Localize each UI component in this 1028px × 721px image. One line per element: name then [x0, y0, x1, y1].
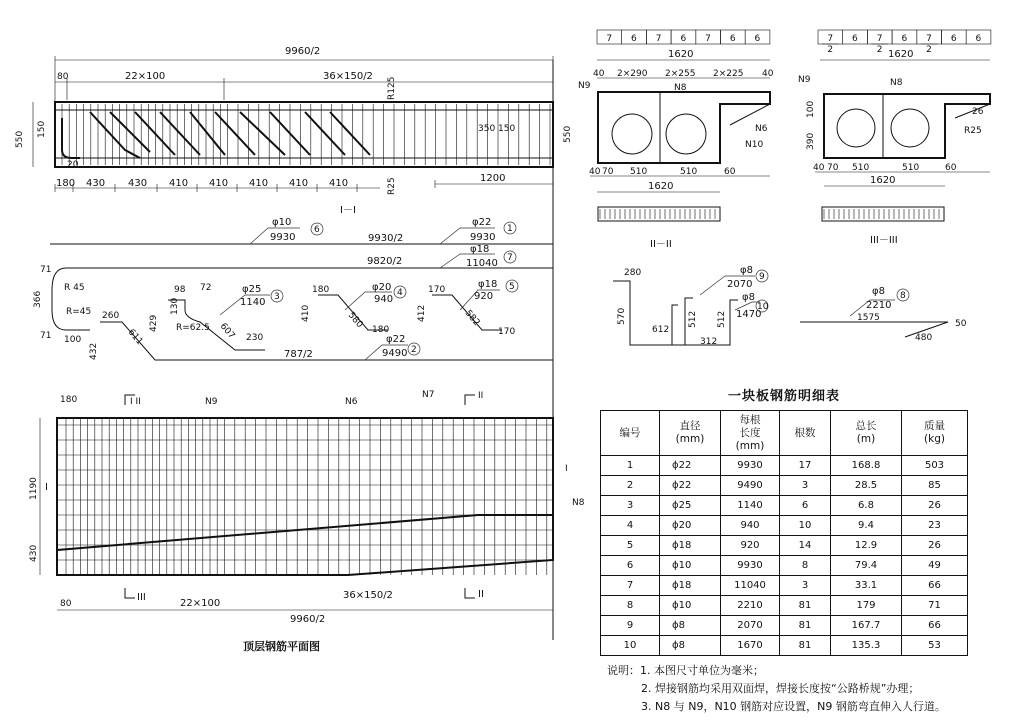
- bottom-rebar-strip: [600, 209, 720, 219]
- cell: 9.4: [831, 516, 902, 536]
- seg-80: 80: [57, 72, 69, 82]
- b8-1575: 1575: [857, 313, 880, 323]
- cell: 53: [902, 636, 968, 656]
- b3-num: 3: [274, 292, 280, 302]
- h-20: 20: [67, 160, 79, 170]
- cell: 9490: [721, 476, 780, 496]
- cell: 2070: [721, 616, 780, 636]
- cell: ϕ10: [660, 596, 721, 616]
- b4-dia: φ20: [372, 282, 392, 293]
- b6-len: 9930: [270, 232, 296, 243]
- b3-r625: R=62.5: [176, 323, 210, 333]
- p-22x100: 22×100: [180, 598, 221, 609]
- mk-1: I II: [130, 397, 141, 407]
- mk-n8: N8: [572, 498, 585, 508]
- table-row: [601, 596, 968, 616]
- b3-230: 230: [246, 333, 264, 343]
- d2x225: 2×225: [713, 69, 744, 79]
- b5-170b: 170: [498, 327, 516, 337]
- b2-dim: 787/2: [284, 349, 313, 360]
- b7-dim: 9820/2: [367, 256, 403, 267]
- p-36x150: 36×150/2: [343, 590, 393, 601]
- table-title: 一块板钢筋明细表: [727, 389, 840, 404]
- b5-num: 5: [509, 282, 515, 292]
- bar-shapes: [33, 217, 553, 360]
- cell: ϕ8: [660, 616, 721, 636]
- lbl-n8: N8: [890, 78, 903, 88]
- d40a: 40: [593, 69, 605, 79]
- cell: 940: [721, 516, 780, 536]
- top-rebar-plan: [29, 390, 585, 653]
- top-cells: [597, 30, 770, 44]
- bw-1620: 1620: [870, 175, 896, 186]
- d26: 26: [972, 107, 984, 117]
- b7-len: 11040: [466, 258, 498, 269]
- cell: 49: [902, 556, 968, 576]
- b8-dia: φ8: [872, 286, 885, 297]
- cell: 135.3: [831, 636, 902, 656]
- hdr-mass: 质量 (kg): [902, 411, 968, 456]
- lbl-ii: II: [478, 589, 484, 600]
- cell: ϕ22: [660, 476, 721, 496]
- r25: R25: [387, 177, 397, 195]
- cell-value: 7: [606, 34, 613, 44]
- d40b: 40: [762, 69, 774, 79]
- cell: 920: [721, 536, 780, 556]
- section-3-3: [798, 30, 991, 246]
- cell: 28.5: [831, 476, 902, 496]
- b3-98: 98: [174, 285, 186, 295]
- cell: ϕ20: [660, 516, 721, 536]
- table-row: [601, 616, 968, 636]
- d100: 100: [806, 100, 816, 118]
- w-1620: 1620: [888, 49, 914, 60]
- cell: 1140: [721, 496, 780, 516]
- cell-value: 6: [754, 34, 761, 44]
- b10-num: 10: [757, 302, 769, 312]
- lbl-iii: III: [137, 592, 146, 603]
- b8-num: 8: [900, 291, 906, 301]
- b1-len: 9930: [470, 232, 496, 243]
- b9-612: 612: [652, 325, 670, 335]
- table-row: [601, 516, 968, 536]
- bottom-dim-label: 410: [249, 178, 269, 189]
- cell: 9930: [721, 456, 780, 476]
- note-1: 说明：1. 本图尺寸单位为毫米；: [607, 664, 764, 677]
- p-80: 80: [60, 599, 72, 609]
- cell-value: 7: [926, 34, 932, 44]
- b7-71a: 71: [40, 265, 52, 275]
- b2-dia: φ22: [386, 334, 406, 345]
- bottom-dim-label: 430: [86, 178, 106, 189]
- bent-bars: [62, 112, 370, 158]
- hdr-dia: 直径 (mm): [660, 411, 721, 456]
- mk-n9: N9: [205, 397, 218, 407]
- b60: 60: [945, 163, 957, 173]
- cell-value: 6: [631, 34, 637, 44]
- cell: 12.9: [831, 536, 902, 556]
- lbl-i: I: [45, 482, 48, 493]
- b70: 70: [827, 163, 839, 173]
- b9-512a: 512: [688, 310, 698, 328]
- cell: 17: [780, 456, 831, 476]
- b1-dia: φ22: [472, 217, 492, 228]
- b2-len: 9490: [382, 348, 408, 359]
- table-row: [601, 476, 968, 496]
- dim-1200: 1200: [480, 173, 506, 184]
- b3-dia: φ25: [242, 284, 262, 295]
- rebar-table: [600, 410, 968, 656]
- b7-r45a: R 45: [64, 283, 85, 293]
- b4-180a: 180: [312, 285, 330, 295]
- cell-value: 6: [901, 34, 908, 44]
- h-150: 150: [37, 120, 47, 138]
- bottom-dim-label: 410: [289, 178, 309, 189]
- lbl-n9: N9: [798, 75, 811, 85]
- b9-len: 2070: [727, 279, 753, 290]
- cell: ϕ8: [660, 636, 721, 656]
- p-180: 180: [60, 395, 78, 405]
- b8-50: 50: [955, 319, 967, 329]
- cell: 81: [780, 596, 831, 616]
- b10-len: 1470: [736, 309, 762, 320]
- cell: 2: [601, 476, 660, 496]
- cell-value: 7: [705, 34, 711, 44]
- b40: 40: [813, 163, 825, 173]
- table-row: [601, 636, 968, 656]
- cell-value: 7: [655, 34, 662, 44]
- cell: 10: [601, 636, 660, 656]
- notes: [607, 662, 1022, 716]
- hdr-total: 总长 (m): [831, 411, 902, 456]
- title-3-3: III－III: [870, 235, 898, 246]
- cell: 23: [902, 516, 968, 536]
- hdr-count: 根数: [780, 411, 831, 456]
- cell: 81: [780, 616, 831, 636]
- mk-n6: N6: [345, 397, 358, 407]
- w-1620: 1620: [668, 49, 694, 60]
- table-body: [601, 456, 968, 656]
- table-row: [601, 536, 968, 556]
- cell: 9: [601, 616, 660, 636]
- b510b: 510: [680, 167, 698, 177]
- b5-dia: φ18: [478, 279, 498, 290]
- b4-410: 410: [301, 304, 311, 322]
- cell: ϕ10: [660, 556, 721, 576]
- cell: 8: [601, 596, 660, 616]
- plan-grid: [57, 418, 553, 575]
- table-row: [601, 456, 968, 476]
- b9-dia: φ8: [740, 265, 753, 276]
- b2-432: 432: [89, 342, 99, 360]
- bottom-dim-label: 410: [209, 178, 229, 189]
- b7-dia: φ18: [470, 244, 490, 255]
- mk-ii: II: [478, 391, 484, 401]
- bottom-dim-label: 410: [329, 178, 349, 189]
- lbl-n8: N8: [674, 83, 687, 93]
- cell: 66: [902, 576, 968, 596]
- b4-len: 940: [374, 294, 394, 305]
- b8-480: 480: [915, 333, 933, 343]
- b2-260: 260: [102, 311, 120, 321]
- p-430: 430: [29, 544, 39, 562]
- title-2-2: II－II: [650, 239, 672, 250]
- b70: 70: [602, 167, 614, 177]
- b3-607: 607: [217, 321, 237, 342]
- cell: 6: [780, 496, 831, 516]
- cell: 1: [601, 456, 660, 476]
- cell-value: 7: [827, 34, 834, 44]
- cell: 10: [780, 516, 831, 536]
- cell: ϕ25: [660, 496, 721, 516]
- cell: 3: [601, 496, 660, 516]
- b1-num: 1: [507, 224, 513, 234]
- cell: ϕ18: [660, 536, 721, 556]
- cell-value: 7: [876, 34, 883, 44]
- lbl-n10: N10: [745, 140, 764, 150]
- b4-num: 4: [397, 288, 403, 298]
- title-1-1: I－I: [340, 205, 356, 216]
- mk-n7: N7: [422, 390, 435, 400]
- b9-570: 570: [617, 307, 627, 325]
- cell: 66: [902, 616, 968, 636]
- b5-412: 412: [417, 304, 427, 322]
- bottom-dim-label: 410: [169, 178, 189, 189]
- cell: 2210: [721, 596, 780, 616]
- cell-value: 6: [852, 34, 858, 44]
- b7-num: 7: [507, 253, 513, 263]
- table-row: [601, 576, 968, 596]
- b3-len: 1140: [240, 297, 266, 308]
- b5-len: 920: [474, 291, 494, 302]
- hdr-no: 编号: [601, 411, 660, 456]
- cell-value: 6: [680, 34, 687, 44]
- b510a: 510: [630, 167, 648, 177]
- b3-72: 72: [200, 283, 212, 293]
- cell: ϕ18: [660, 576, 721, 596]
- table-header-row: [601, 411, 968, 456]
- h-550: 550: [563, 125, 573, 143]
- b4-180b: 180: [372, 325, 390, 335]
- cell-sub: 2: [827, 45, 834, 55]
- cell: 8: [780, 556, 831, 576]
- b3-130: 130: [170, 297, 180, 315]
- b6-dia: φ10: [272, 217, 292, 228]
- b7-71b: 71: [40, 331, 52, 341]
- b7-100: 100: [64, 335, 82, 345]
- bottom-dim-label: 180: [56, 178, 76, 189]
- b7-366: 366: [33, 290, 43, 308]
- note-3: 3. N8 与 N9，N10 钢筋对应设置，N9 钢筋弯直伸入人行道。: [641, 700, 946, 713]
- b3-429: 429: [149, 314, 159, 332]
- cell: 3: [780, 476, 831, 496]
- cell: 79.4: [831, 556, 902, 576]
- b8-len: 2210: [866, 300, 892, 311]
- cell-sub: 2: [926, 45, 932, 55]
- d2x290: 2×290: [617, 69, 648, 79]
- cell: 1670: [721, 636, 780, 656]
- bottom-dim-label: 430: [128, 178, 148, 189]
- total-top-dim: 9960/2: [285, 46, 321, 57]
- cell: 33.1: [831, 576, 902, 596]
- b5-582: 582: [462, 308, 482, 329]
- bw-1620: 1620: [648, 181, 674, 192]
- b7-r45b: R=45: [66, 307, 92, 317]
- cell: 6: [601, 556, 660, 576]
- cell: 167.7: [831, 616, 902, 636]
- dr25: R25: [964, 126, 982, 136]
- cell: 3: [780, 576, 831, 596]
- d2x255: 2×255: [665, 69, 696, 79]
- b510b: 510: [902, 163, 920, 173]
- cell: 503: [902, 456, 968, 476]
- cell: 14: [780, 536, 831, 556]
- p-total: 9960/2: [290, 614, 326, 625]
- hdr-len: 每根 长度 (mm): [721, 411, 780, 456]
- b10-dia: φ8: [742, 292, 755, 303]
- lbl-n9: N9: [578, 81, 591, 91]
- section-2-2: [563, 30, 774, 250]
- cell: 7: [601, 576, 660, 596]
- cell: 6.8: [831, 496, 902, 516]
- rebar-schedule: [600, 385, 968, 656]
- cell: 9930: [721, 556, 780, 576]
- table-row: [601, 556, 968, 576]
- cell-sub: 2: [876, 45, 883, 55]
- cell: 4: [601, 516, 660, 536]
- b9-512b: 512: [717, 310, 727, 328]
- cell: 81: [780, 636, 831, 656]
- d390: 390: [806, 132, 816, 150]
- seg-36x150: 36×150/2: [323, 71, 373, 82]
- b60: 60: [724, 167, 736, 177]
- cell: 5: [601, 536, 660, 556]
- cell: 26: [902, 536, 968, 556]
- cell: 168.8: [831, 456, 902, 476]
- cell: 26: [902, 496, 968, 516]
- cell: ϕ22: [660, 456, 721, 476]
- b2-611: 611: [125, 327, 145, 348]
- b4-580: 580: [345, 310, 365, 331]
- cell-value: 6: [729, 34, 736, 44]
- r125: R125: [387, 76, 397, 100]
- b9-280: 280: [624, 268, 642, 278]
- cell: 85: [902, 476, 968, 496]
- cell-value: 6: [950, 34, 957, 44]
- cell-value: 6: [975, 34, 982, 44]
- bottom-rebar-strip: [824, 209, 944, 219]
- b40: 40: [589, 167, 601, 177]
- b6-num: 6: [314, 225, 320, 235]
- section-1-1: [15, 46, 553, 216]
- h-550: 550: [15, 130, 25, 148]
- cell: 71: [902, 596, 968, 616]
- seg-22x100: 22×100: [125, 71, 166, 82]
- mk-i: I: [565, 464, 568, 474]
- b2-num: 2: [411, 345, 417, 355]
- b5-170a: 170: [428, 285, 446, 295]
- cell: 11040: [721, 576, 780, 596]
- b9-num: 9: [759, 272, 765, 282]
- cell: 179: [831, 596, 902, 616]
- plan-title: 顶层钢筋平面图: [243, 640, 320, 653]
- table-row: [601, 496, 968, 516]
- stirrup-bars: [613, 265, 967, 347]
- p-1190: 1190: [29, 477, 39, 500]
- lbl-n6: N6: [755, 124, 768, 134]
- right-350-150: 350 150: [478, 124, 516, 134]
- note-2: 2. 焊接钢筋均采用双面焊，焊接长度按“公路桥规”办理；: [641, 682, 920, 695]
- bottom-dims: [55, 178, 357, 192]
- b510a: 510: [852, 163, 870, 173]
- b9-312: 312: [700, 337, 718, 347]
- b6-dim: 9930/2: [368, 233, 404, 244]
